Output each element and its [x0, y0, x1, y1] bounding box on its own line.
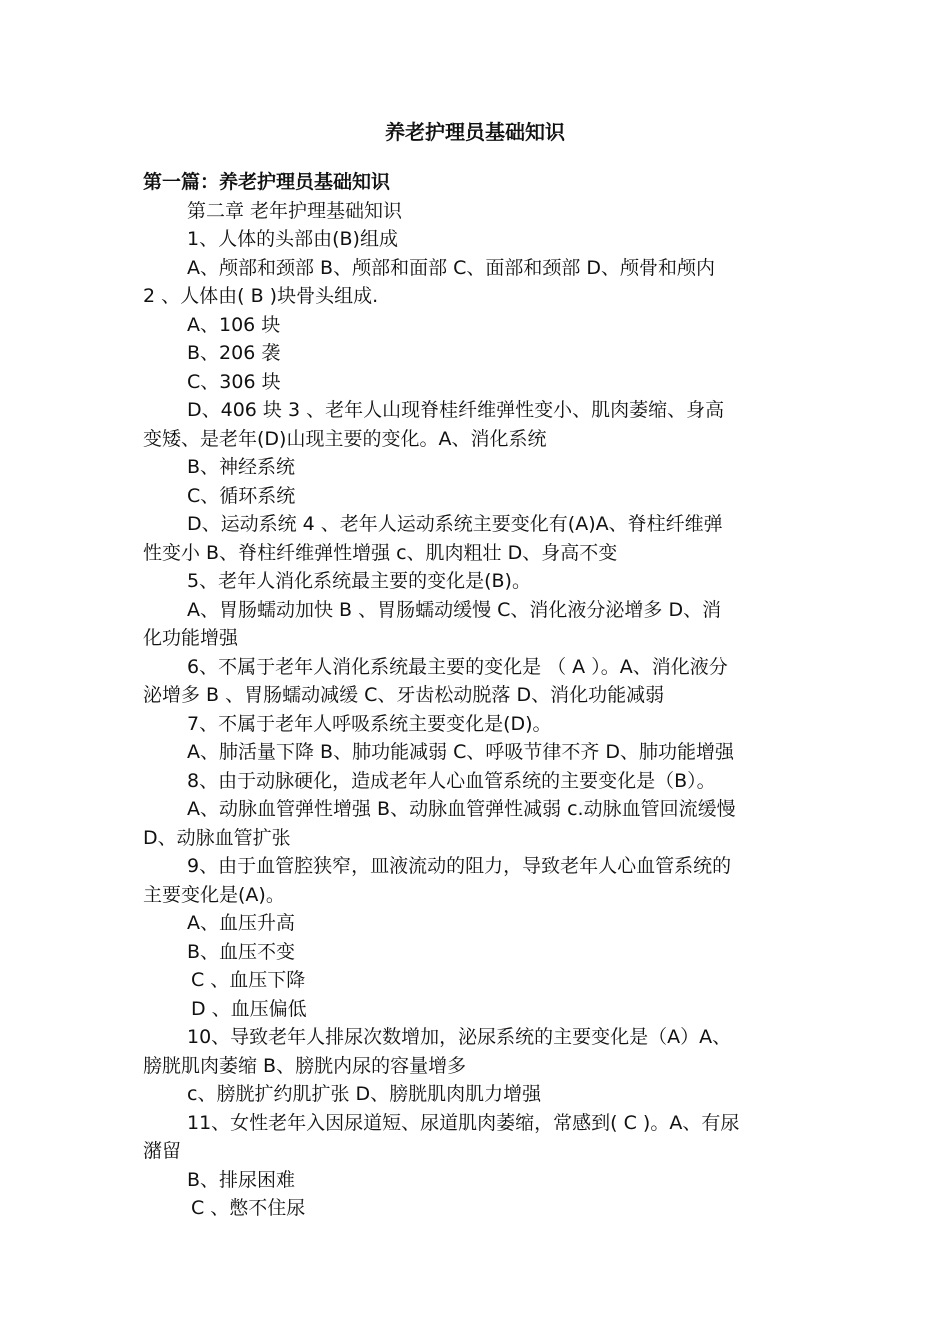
text-line: D 、血压偏低: [191, 997, 307, 1020]
text-line: 2 、人体由( B )块骨头组成.: [143, 285, 379, 307]
text-line: B、206 袭: [187, 342, 281, 364]
text-line: 5、老年人消化系统最主要的变化是(B)。: [187, 570, 531, 592]
text-line: 9、由于血管腔狭窄，皿液流动的阻力，导致老年人心血管系统的: [187, 855, 732, 877]
text-line: 7、不属于老年人呼吸系统主要变化是(D)。: [187, 712, 552, 735]
text-line: A、胃肠蠕动加快 B 、胃肠蠕动缓慢 C、消化液分泌增多 D、消: [187, 598, 722, 621]
text-line: C、306 块: [187, 370, 281, 393]
text-line: 第二章 老年护理基础知识: [187, 199, 403, 222]
text-line: c、膀胱扩约肌扩张 D、膀胱肌肉肌力增强: [187, 1083, 542, 1105]
text-line: A、106 块: [187, 313, 281, 336]
text-line: B、神经系统: [187, 456, 296, 478]
text-line: 潴留: [143, 1140, 182, 1162]
text-line: B、血压不变: [187, 940, 296, 963]
text-line: C 、血压下降: [191, 969, 306, 991]
document-title: 养老护理员基础知识: [385, 120, 565, 144]
text-line: 主要变化是(A)。: [143, 883, 285, 906]
text-line: D、动脉血管扩张: [143, 826, 291, 849]
text-line: 8、由于动脉硬化，造成老年人心血管系统的主要变化是（B）。: [187, 769, 716, 792]
text-line: 泌增多 B 、胃肠蠕动减缓 C、牙齿松动脱落 D、消化功能减弱: [143, 684, 665, 706]
text-line: A、动脉血管弹性增强 B、动脉血管弹性减弱 c.动脉血管回流缓慢: [187, 798, 736, 820]
text-line: 1、人体的头部由(B)组成: [187, 228, 398, 250]
text-line: 化功能增强: [143, 627, 239, 649]
text-line: 11、女性老年入因尿道短、尿道肌肉萎缩，常感到( C )。A、有尿: [187, 1111, 740, 1134]
text-line: D、运动系统 4 、老年人运动系统主要变化有(A)A、脊柱纤维弹: [187, 513, 723, 535]
text-line: 性变小 B、脊柱纤维弹性增强 c、肌肉粗壮 D、身高不变: [143, 541, 618, 564]
text-line: A、血压升高: [187, 912, 295, 934]
document-body: [143, 168, 809, 1223]
text-line: 膀胱肌肉萎缩 B、膀胱内尿的容量增多: [143, 1054, 467, 1077]
text-line: 变矮、是老年(D)山现主要的变化。A、消化系统: [143, 427, 547, 450]
text-line: B、排尿困难: [187, 1168, 296, 1191]
text-line: C 、憋不住尿: [191, 1197, 306, 1219]
text-line: D、406 块 3 、老年人山现脊桂纤维弹性变小、肌肉萎缩、身高: [187, 399, 725, 421]
text-line: A、颅部和颈部 B、颅部和面部 C、面部和颈部 D、颅骨和颅内: [187, 256, 716, 279]
section-heading: 第一篇：养老护理员基础知识: [143, 171, 391, 193]
text-line: C、循环系统: [187, 484, 296, 507]
text-lines: [143, 197, 809, 1223]
text-line: 6、不属于老年人消化系统最主要的变化是 （ A ）。A、消化液分: [187, 655, 728, 678]
text-line: A、肺活量下降 B、肺功能减弱 C、呼吸节律不齐 D、肺功能增强: [187, 741, 735, 763]
text-line: 10、导致老年人排尿次数增加，泌尿系统的主要变化是（A）A、: [187, 1026, 732, 1048]
